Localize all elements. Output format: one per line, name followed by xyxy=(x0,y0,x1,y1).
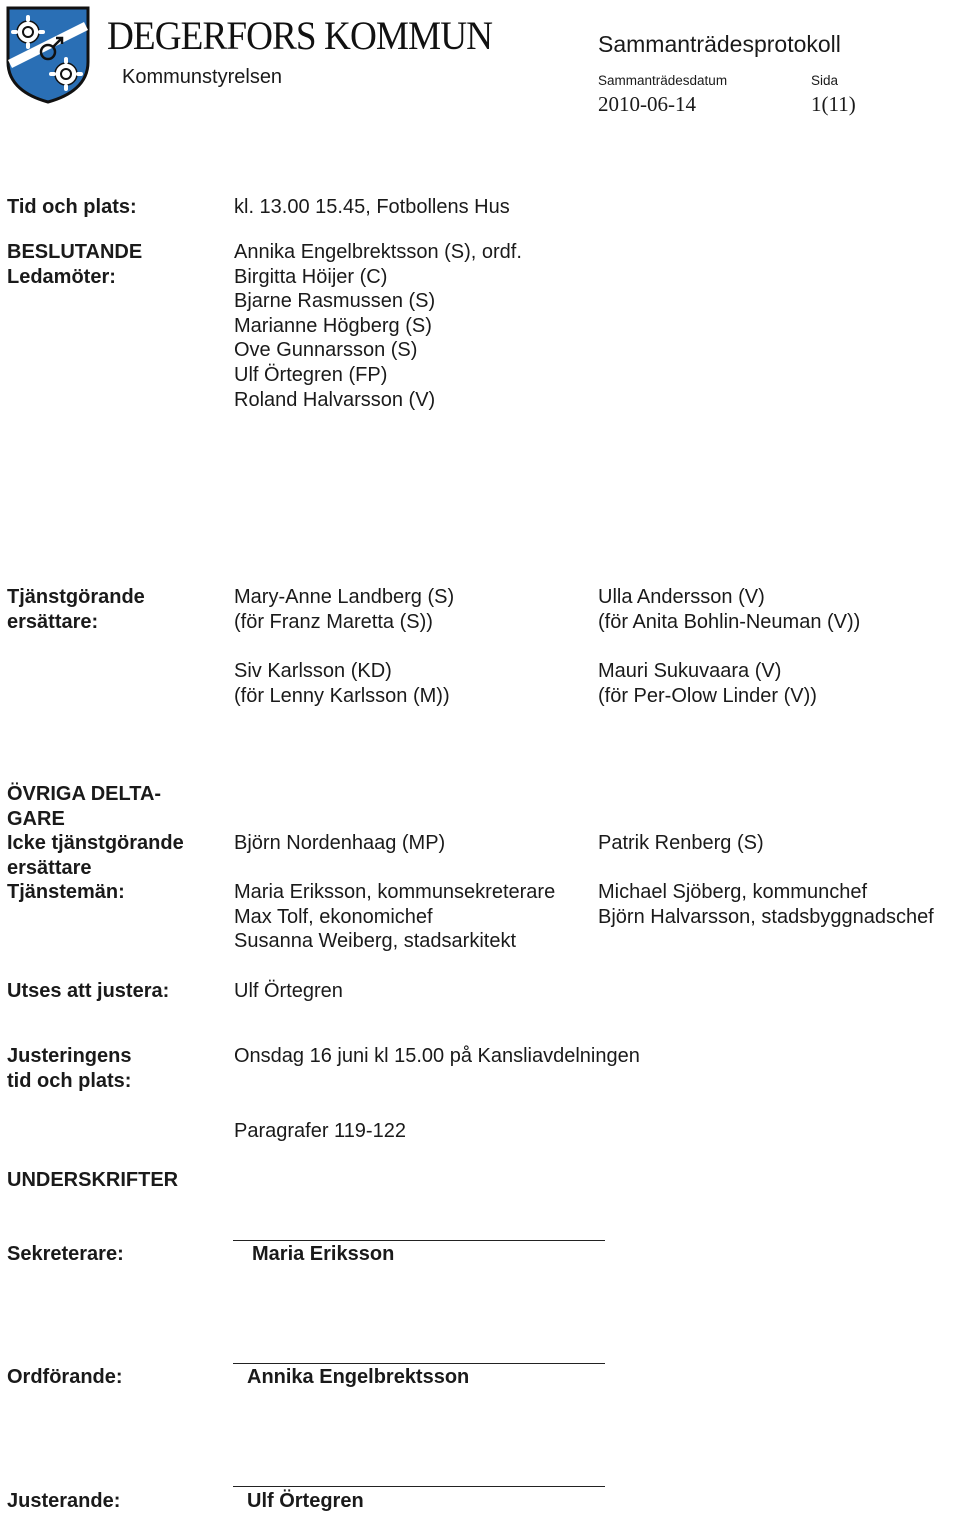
chair-name: Annika Engelbrektsson xyxy=(247,1366,470,1388)
adjuster-signature-line xyxy=(233,1486,605,1487)
page-label: Sida xyxy=(811,73,839,88)
substitute-name: Mauri Sukuvaara (V) xyxy=(598,660,782,682)
substitute-entry xyxy=(598,585,860,634)
official-item: Michael Sjöberg, kommunchef xyxy=(598,881,868,903)
board-name: Kommunstyrelsen xyxy=(122,66,283,88)
document-title: Sammanträdesprotokoll xyxy=(598,31,841,57)
officials-label: Tjänstemän: xyxy=(7,881,125,904)
adjustment-label xyxy=(7,1044,131,1093)
page-number: 1(11) xyxy=(811,92,856,116)
adjuster-signature-label: Justerande: xyxy=(7,1490,121,1512)
substitute-name: Siv Karlsson (KD) xyxy=(234,660,392,682)
substitute-entry xyxy=(234,585,454,634)
meeting-date-label: Sammanträdesdatum xyxy=(598,73,728,88)
secretary-label: Sekreterare: xyxy=(7,1243,124,1265)
substitute-entry xyxy=(234,659,450,708)
nonserving-label-line2: ersättare xyxy=(7,856,92,879)
member-item: Ulf Örtegren (FP) xyxy=(234,363,388,386)
substitute-for: (för Per-Olow Linder (V)) xyxy=(598,684,817,707)
adjustment-label-line1: Justeringens xyxy=(7,1045,132,1067)
deciding-heading: BESLUTANDE xyxy=(7,241,143,263)
official-item: Björn Halvarsson, stadsbyggnadschef xyxy=(598,905,934,928)
member-item: Marianne Högberg (S) xyxy=(234,314,432,337)
substitutes-label-line2: ersättare: xyxy=(7,610,99,633)
adjustment-value: Onsdag 16 juni kl 15.00 på Kansliavdelningen xyxy=(234,1045,640,1067)
official-item: Susanna Weiberg, stadsarkitekt xyxy=(234,930,517,953)
other-participants-heading xyxy=(7,782,184,905)
adjuster-signature-name: Ulf Örtegren xyxy=(247,1490,364,1512)
substitute-name: Mary-Anne Landberg (S) xyxy=(234,586,455,608)
municipal-coat-of-arms-logo xyxy=(4,4,92,104)
deciding-members-list xyxy=(234,240,522,412)
nonserving-label-line1: Icke tjänstgörande xyxy=(7,832,184,855)
member-item: Roland Halvarsson (V) xyxy=(234,388,436,411)
official-item: Max Tolf, ekonomichef xyxy=(234,905,433,928)
members-label: Ledamöter: xyxy=(7,265,116,288)
officials-list-left xyxy=(234,880,555,954)
member-item: Ove Gunnarsson (S) xyxy=(234,339,418,362)
municipality-name: DEGERFORS KOMMUN xyxy=(107,13,493,58)
substitute-name: Ulla Andersson (V) xyxy=(598,586,765,608)
adjuster-label: Utses att justera: xyxy=(7,980,170,1002)
member-item: Annika Engelbrektsson (S), ordf. xyxy=(234,241,522,263)
nonserving-substitute-left: Björn Nordenhaag (MP) xyxy=(234,832,446,854)
secretary-signature-line xyxy=(233,1240,605,1241)
substitute-for: (för Anita Bohlin-Neuman (V)) xyxy=(598,610,861,633)
other-heading-line2: GARE xyxy=(7,807,65,830)
chair-label: Ordförande: xyxy=(7,1366,123,1388)
substitutes-label xyxy=(7,585,145,634)
paragraphs-range: Paragrafer 119-122 xyxy=(234,1120,406,1142)
other-heading-line1: ÖVRIGA DELTA- xyxy=(7,783,162,805)
member-item: Birgitta Höijer (C) xyxy=(234,265,388,288)
member-item: Bjarne Rasmussen (S) xyxy=(234,290,436,313)
official-item: Maria Eriksson, kommunsekreterare xyxy=(234,881,556,903)
substitute-for: (för Lenny Karlsson (M)) xyxy=(234,684,450,707)
adjustment-label-line2: tid och plats: xyxy=(7,1069,132,1092)
signatures-heading: UNDERSKRIFTER xyxy=(7,1169,179,1191)
adjuster-value: Ulf Örtegren xyxy=(234,980,343,1002)
chair-signature-line xyxy=(233,1363,605,1364)
deciding-members-label xyxy=(7,240,142,289)
time-place-value: kl. 13.00 15.45, Fotbollens Hus xyxy=(234,196,510,218)
nonserving-substitute-right: Patrik Renberg (S) xyxy=(598,832,764,854)
officials-list-right xyxy=(598,880,934,929)
time-place-label: Tid och plats: xyxy=(7,196,137,218)
meeting-date-value: 2010-06-14 xyxy=(598,92,696,116)
secretary-name: Maria Eriksson xyxy=(252,1243,395,1265)
substitute-for: (för Franz Maretta (S)) xyxy=(234,610,433,633)
substitutes-label-line1: Tjänstgörande xyxy=(7,586,145,608)
substitute-entry xyxy=(598,659,817,708)
